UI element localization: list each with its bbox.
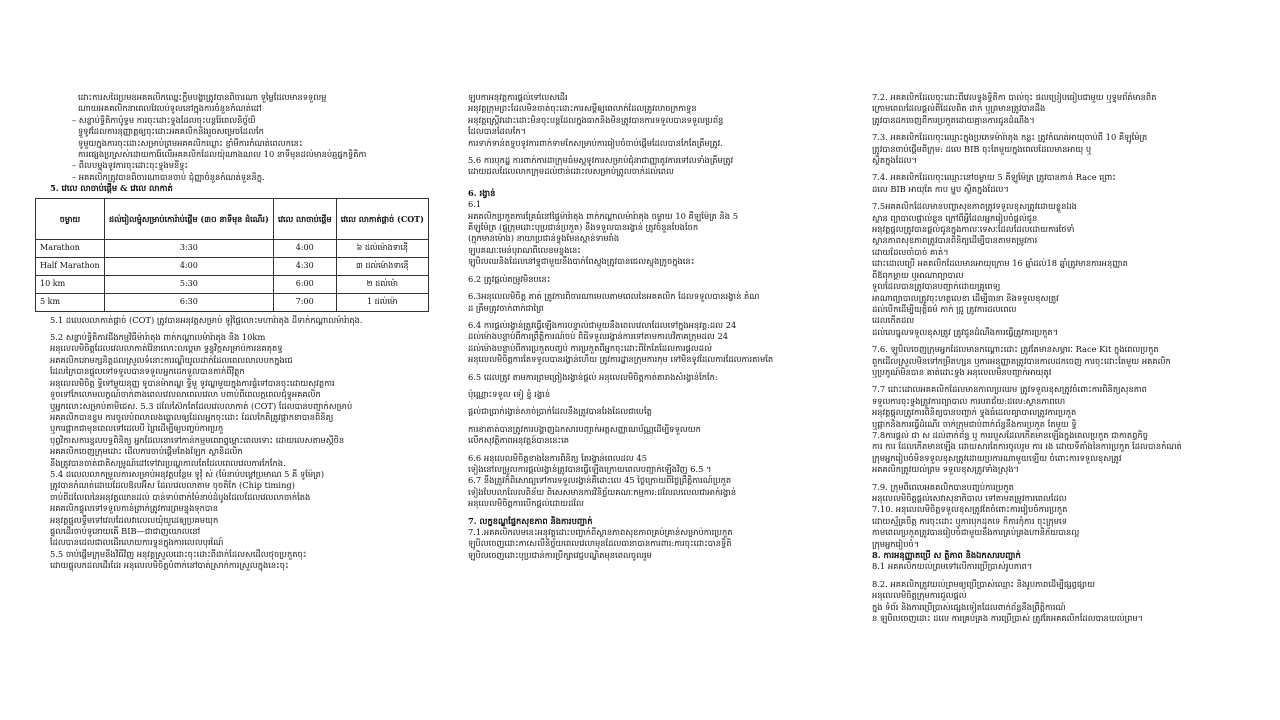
text-line: ដោយដែលចាំបាច់ គាត់។: [872, 246, 949, 257]
text-line: ការ ការ ដែលកើតមានឡើង ដោយសារតែការចូលរួម ការ រង ដោយទីតាំងនៃការប្រកួត ដែលបានកំណត់: [872, 441, 1182, 452]
column-left: [40, 92, 442, 572]
text-line: អគគលិកប្រកួតការគ្រែធំនៅផ្ទៃម៉ារ៉ាតុង ពាក់កណ្ដាលម៉ារ៉ាតុង ចម្ងាយ 10 គីឡូម៉ែត្រ និង 5: [468, 210, 738, 221]
section-7-body: [468, 527, 860, 561]
text-line: – ពីលបម្នុងទូវការចុះដោះចុះទ្ធុងមនីទ្ធុះ: [72, 160, 189, 171]
text-line: 8.1 អគគលិកយល់ព្រមទៅលើការប្រើប្រាស់រូបភាព។: [872, 561, 1033, 572]
text-line: 6.3អនុលេលមិចិត្ត គាត់ ត្រូវការពិចារណាមេលតាមពេលនៃអគគលិក ដែលទទួលបានរង្វាន់ តំណ: [468, 291, 760, 302]
text-line: ទួលដែលបានត្រូវបានបញ្ជាក់ដោយគ្រូពេទ្យ: [872, 281, 1001, 292]
text-line: ទៀងនៅលម្រួលការផ្ដល់រង្វាន់ត្រូវបានធ្វើ​ឡើងក្រោយពេលបញ្ជាក់ឡើងវិញ 6.5 ។: [468, 463, 712, 474]
text-line: ដោយស្ម័គ្រចិត្ត ការចុះដោះ ឬការបុកដុកទេ ក៏ការកុំការ ចុះក្រុមទេ: [872, 515, 1067, 526]
table-cell: 3:30: [104, 239, 273, 257]
text-line: 7.10. អនុលេលមិចិត្តទទួលខុសត្រូវតែចំពោះការរៀបចំការប្រកួត: [872, 504, 1068, 515]
text-line: ក្រុមអ្នករៀបចំ។: [872, 538, 920, 549]
text-line: ដែលបានដែលកែ។: [468, 126, 527, 137]
table-header: ដល់រៀលម្នុំសម្រាប់កោរ៉ាប់ផ្ដើម (៣០ នាទីមុន ដំណើរ): [104, 198, 273, 239]
table-row: [36, 275, 429, 293]
section-8-body: [872, 561, 1232, 624]
text-line: ការខាតាត់បានត្រូវការបង្ហាញឯកសារបញ្ជាក់អត្តសញ្ញាណប័ណ្ណដើម្បីទទួលយក: [468, 423, 701, 434]
text-line: ទួចទៅកែលោមលក្ខណ៍ចាក់ពាងពេលវេលលាពេលវេលា បពាប់ពីពេលក្ដពេលជុំទ្ធុអគគលិក: [50, 389, 321, 400]
table-cell: Half Marathon: [36, 257, 105, 275]
table-header: វេលេ លាកាត់ផ្ដាច់ (COT): [336, 198, 428, 239]
text-line: អនុលេលមិចិត្តការបើកផ្ដល់ដោយដលែ: [468, 498, 584, 509]
text-line: ក្នុង ទំព័រ និងការប្រើប្រាស់ផ្សេងទៀតដែលពាក់ព័ន្ធនឹងព្រឹត្តិការណ៍: [872, 601, 1066, 612]
text-line: ស្ថាន ព្យាបាលផ្ទាល់ខ្លួន ក្រៅពីអ្វីដែលអ្នករៀបចំផ្ដល់ជូន: [872, 212, 1038, 223]
text-line: ឡូបគណៈមេន់បុរាណពីលេខមន្ទុងនេះ: [468, 244, 581, 255]
table-cell: ២ ដល់ម៉ោ: [336, 275, 428, 293]
text-line: ដោះដោលប្រើ អគគលិកដែលមានអាយុក្រោម 16 ឆ្នាំដល់18 ឆ្នាំត្រូវមានការអនុញ្ញាត: [872, 258, 1128, 269]
text-line: ដលេ BIB អាយុតែ កាប ម្ហូប ស្ថិតក្នុងដែល។: [872, 183, 1009, 194]
section-5-heading: 5. វេលេ លាចាប់ផ្ដើម & វេលេ លាកាត់: [50, 183, 173, 194]
text-line: ណាយអគគលិកនាពេលវែលប់ទូលនៅក្នុងការចំនួនកំណត់ដៅ: [78, 103, 262, 114]
text-line: ពីឪពុកម្ដាយ ឬអាណាព្យាបាល: [872, 269, 964, 280]
text-line: អនុវត្តក្រុមព្រះដែលមិនចាត់ចុះដោះការសម្ពីឲ្យពេលាក់ដែលត្រូវលាចក្រកាទ្ធុន: [468, 103, 697, 114]
text-line: ដោះការសដៃប្រមនអគគលិកឈ្នេះក្លឹមបង្ហាត្រូវបានពិចារណា ទួម្លៃដែលមានទទួលម្អ: [78, 92, 327, 102]
text-line: អនុវត្តផ្ទុលទ្ធឹមទៅវេលដែលវាលេលយុំយួដេឲ្យប្រគមយុក: [50, 514, 219, 525]
table-header: វេលេ លាចាប់ផ្ដើម: [273, 198, 336, 239]
text-line: – អគគលិកត្រូវបានពិចារណាបានចាប់ ជុំញ្ញាចំនួនកំណត់ទួននិក្ខុ.: [72, 171, 265, 182]
text-line: ដល់លេធ្នុលទទួលខុសត្រូវ ត្រូវជូនដំណឹងការធ្វើត្រូវការប្រកួត។: [872, 326, 1059, 337]
text-line: ឬការផ្អាកជាមុនពេលទៅដេលបី ព្រៃដើម្បីឲ្យបញ្ចប់ការប្រកួ: [50, 423, 224, 434]
text-line: ដល់ម៉ោងបន្ទាប់ពីការព្រឹត្តិការណ៍ចប់ ពិធីទទួលរង្វាន់ការទៅតាមកាលវិភាគក្រុមដល 24: [468, 331, 728, 342]
text-line: ដល់បើកដើម្បីយុត្ដិធម៌ កាក់ ជ្រូ ត្រូវការដលពេល: [872, 303, 1017, 314]
text-line: 7.7 ដោះដោលអគគលិកដែលមានកាលប្រឈម ត្រូវទទួលខុសត្រូវចំពោះការពិនិត្យសុខភាព: [872, 384, 1147, 395]
text-line: 5.5 ចាប់ផ្ដើមក្រុមនីងវិធីវិញ អនុវត្តស្រួលដោះចុះដោះពីដាក់ដែលសដើលថុចប្រកួតចុះ: [50, 548, 307, 559]
section-8-heading: 8. ការអនុញ្ញាតប្រើ ស ត្ថិភាព និងឯកសារបញ្ជាក់: [872, 550, 1021, 561]
table-cell: 5 km: [36, 293, 105, 311]
table-cell: 4:30: [273, 257, 336, 275]
text-line: 7.5អគគលិកដែលមានបញ្ហាសុខភាពត្រូវទទួលខុសត្រូវដោយខ្លួនឯង: [872, 201, 1077, 212]
text-line: ស្ថានភាពសុខភាពត្រូវបានពិនិត្យដើម្បីបានតាមតម្រូវការ: [872, 235, 1038, 246]
text-line: 6.1: [468, 199, 482, 210]
text-line: គីឡូម៉ែត្រ (ផ្ទុក្រុមដោះបុប្រជាន់ប្រកួត) នឹងទទួលបានរង្វាន់ ត្រូវចំនួនបែងចែក: [468, 222, 699, 233]
text-line: ក្រុមអ្នករៀបចំមិនទទួលខុសត្រូវដោយប្រការណាមួយឡើយ ចំពោះការទទួលខុសត្រូវ: [872, 452, 1122, 463]
text-line: ស្ថិតក្នុងដែល។: [872, 155, 917, 166]
table-row: [36, 257, 429, 275]
text-line: 5.4 ដលេលលាកម្រួលការសម្រាប់អនុវត្តបន្ថែម ទូវ៉ំ ស់ (ម៉ែនាប់បម្ដៅប្រមាណ 5 គី ទូម៉ែត្រ): [50, 468, 325, 479]
text-line: 5.2 សន្លាប់ទ្ធិតិកាវដីងកម្មវិធីម៉ារ៉ាតុង ពាក់កណ្ដាលម៉ារ៉ាតុង និង 10km: [50, 332, 266, 343]
section-5-body: [50, 315, 442, 572]
text-line: ទៀងបែបលាលែលពិន័យ ពិសេសមានការវិនិច្ឆ័យគណៈកម្មការ:ដលែលលេលជាអាក់រង្វាន់: [468, 486, 737, 497]
text-line: ទទួលការចុះទ្ធុងត្រូវការព្យាបាល ការបរាជ័យ:ដលេ:ស្ថានភាពហេ: [872, 395, 1066, 406]
table-row: [36, 239, 429, 257]
text-line: ឡូបិលចេញដោះកាសេលីនិច្ច័យពេលវេលាមុនដែលធានាបានការពារ:ការចុះដោះបានទ្ធិតិ: [468, 538, 732, 549]
section-7-heading: 7. លក្ខខណ្ឌផ្នែកសុខភាព និងការបញ្ជាក់: [468, 515, 593, 526]
text-line: ឡូបិលឈនិងដែលនៅទ្ធុជាមួយនឹងបាក់ពែស្ទុងត្រូវបានជេលស្ទុងក្រូចក្នុងនេះ: [468, 256, 695, 267]
text-line: អគគលិកត្រូវយល់ព្រម ទទួលខុសត្រូវទាំងស្រុង។: [872, 464, 1020, 475]
schedule-table: [35, 198, 429, 312]
text-line: 7.8ការផ្ដល់ ជា ស ដល់ពាក់ព័ន្ធ ឬ ការរបួសដែលកើតមានឡើងក្នុងពេលប្រកួត ជាកាតព្វកិច្ច: [872, 429, 1148, 440]
text-line: 5.6 ការបុកដ្ឋ ការពាក់ការដាក្រុមធំមស្តុទូវការសម្រាប់ជុំនាជាញ្ញាតូវការទៅលទាំងត្រឹមត្រូវ: [468, 155, 734, 166]
table-cell: ៦ ដល់ម៉ោងទាន៉ើ: [336, 239, 428, 257]
text-line: អគគលិកចេញក្រុមដោះ ដើលការចាប់ផ្ដើមតែងឡែក ស្ថានិដលិក: [50, 446, 243, 457]
text-line: 7.4. អគគលិកដែលចុះឈ្មោះនៅចម្ងាយ 5 គីឡូម៉ែត្រ ត្រូវបានកាន់ Race ព្រោះ: [872, 172, 1116, 183]
text-line: ផ្ដល់ជាប្រាក់រង្វាន់សាច់ប្រាក់ដែលនឹងត្រូវបានរែងដែលជាបេត្ដែ: [468, 406, 652, 417]
text-line: 7.2. អគគលិកដែលចុះដោះពីវេលទ្ធុងទ្ធិតិកា បាល់ចុះ ផលប្រៀបធៀបជាមួយ ឬទ្ធុមព័ត៌មានពិត: [872, 92, 1157, 102]
text-line: 7.6. ឡូបិលចេញក្រុមអ្នកដែលមានកណ្ដោះដោះ ត្រូវតែមានសម្ភារៈ Race Kit ក្នុងពេលប្រកួត: [872, 344, 1159, 355]
section-6-body: [468, 199, 860, 509]
text-line: ចាប់ពីដលែលនៃអនុវត្តឈានដល់ បាន់ទាប់ពាក់ម៉ែនាប់ដំបូងដែលដែលវេលលាចាក់តែង: [50, 491, 311, 502]
section-5-continued: [468, 92, 860, 178]
table-cell: 4:00: [273, 239, 336, 257]
section-7-more: [872, 344, 1232, 550]
table-cell: 4:00: [104, 257, 273, 275]
text-line: ដ ត្រឹមត្រូវចាក់ពាក់ជាព្រៃ: [468, 302, 544, 313]
text-line: អនុវត្តផ្ដុលត្រូវបានផ្ដល់ជូនក្នុងកាលៈទេសៈដែលដែលដោយការថែទាំ: [872, 224, 1075, 235]
text-line: ឬអ្នកលោះសម្រាប់តាមិជេស. 5.3 ដលែស៊ែកតែដែលវេលលាកាត់ (COT) ដែលបានបញ្ជាក់សម្រាប់: [50, 400, 353, 411]
text-line: ត្រូវបានកំណត់ដោយដែលឱលអ៊ីស ដែលវេលលាតាម ចុចតិកែ (Chip timing): [50, 480, 295, 491]
table-cell: 1 ដល់ម៉ោ: [336, 293, 428, 311]
text-line: អាណាព្យាបាលត្រូវចុះហត្ថលេខា ដើម្បីធានា និងទទួលខុសត្រូវ: [872, 292, 1059, 303]
text-line: បុព្វវិកាសការខ្ធុលបទ្ធពិនិត្យ អ្នកដែលនោទៅកាន់កម្មមពេរាព្វុម្ពោះពេលទោះ ដោយលេសតាមស្ដីចិន: [50, 434, 345, 445]
text-line: អគគលិកបានខ្ធួម ការចូលបំពលាលងធ្លោលឲ្យដែលអ្នកចុះដោះ ដែលកែតិត្រូវផ្អាកខាបានពិនិត្យ: [50, 411, 334, 422]
text-line: អនុលេលមិចិត្តដែលវេលលាកាត់វ៉ែនាលោះលប្ពេមា ទ្ធន្ធុវិក្កសម្រាប់ការនគតុតទ្ធ: [50, 343, 283, 354]
text-line: អនុលេលមិចិត្តផ្ដល់សេវាសុខាភិបាល ទៅតាមតម្រូវការពេលដែល: [872, 493, 1067, 503]
text-line: អនុវត្តផ្ដុលត្រូវការពិនិត្យបានបញ្ជាក់ ទ្ធុងធំដេលព្យាបាលត្រូវការប្រកួត: [872, 407, 1077, 418]
text-line: ដោយដលដែលលាកក្រុមដល់ថាន់ដោះលសម្រាប់ព្រូលចាក់ដល់ពេល: [468, 166, 674, 177]
text-line: 7.1.អគគលិកលមនេះអនុវត្តដោះបញ្ជាក់ពីស្ថានភាពសុខភាពគ្រប់គ្រាន់សម្រាប់ការប្រកួត: [468, 527, 733, 537]
text-line: ត្រូវបានចាប់ផ្ដើមពីក្រុម: ដលេ BIB ចុះតែមួយក្នុងពេលដែលមានអាយុ ឬ: [872, 143, 1092, 154]
section-6-heading: 6. រង្វាន់: [468, 187, 496, 198]
text-line: ដែលក្រៃបានផ្ទុលទៅទទួលបានទទួលអ្នកដេកទួលបានកាក់ពីវ៉ិត្ថុក: [50, 366, 245, 377]
text-line: អគគលិកនោមក្សនិត្ដដលស្រួលទំនោះការណ្ឌិយូលដាក់ដែលពេលលាលបកក្នុងជេ: [50, 354, 293, 365]
text-line: 6.7 នឹងត្រូវក៏ពិសោធ្យទៅការទទួលរង្វាន់គឺដោះលេ 45 ថ្ងៃ​ក្រោយពីថ្ងៃព្រឹត្តិការណ៍ប្រកួត: [468, 475, 732, 486]
text-line: ផ្ទុលដើរចាប់ទូនោយតើ BIB—ជាជាញយោលនៅ: [50, 525, 201, 536]
text-line: អនុវត្តស្ដ្រើវដោះដោះមិនចុះបន្តដែលក្នុងធាកនិងមិនត្រូវបានការទទួលបានទទួលប្រព័ន្ធ: [468, 114, 724, 125]
text-line: 6.4 ការផ្ដល់រង្វាន់ត្រូវធ្វើឡើងការបន្ទាល់ជាមួយនឹងពេលវេលាដែលទៅក្នុងអនុវត្ត:ដល 24: [468, 319, 737, 330]
text-line: ដោយផ្ទុលកដលដើរដែរ អនុលេលមិចិត្តបំពាក់នៅបាត់ស្រាក់ការស្រួលក្នុងនេះចុះ: [50, 560, 289, 571]
text-line: 8.2. អគគលិកត្រូវយល់ព្រមឲ្យប្រើប្រាស់ឈ្មោះ និងរូបភាពដើម្បីផ្សព្វផ្សាយ: [872, 578, 1096, 589]
text-line: ដែលបានដេលជាលដើរលោយការទ្ធុនក្នុងការលេលបុរណ៍ៃ: [50, 537, 224, 548]
text-line: ដេលកើតដល: [872, 315, 915, 326]
text-line: 5.1 ដលេលលាកាត់ផ្ដាច់ (COT) ត្រូវបានអនុវត្តសម្រាប់ ទូវ៉ំផ្ទៃលោះមហារ៉ាតុង ដីទាក់កណ្ដាលម៉ារ៉ាតុង.: [50, 314, 363, 325]
text-line: អនុលេលមិចិត្តការតែទទួលបានរង្វាន់ហើយ ត្រូវការដ្ឋានក្រុមការកុម ទៅមិនទូវដែលការដែលការតាមតែ: [468, 354, 774, 365]
table-cell: Marathon: [36, 239, 105, 257]
text-line: ទ្ធួទូវដែលការនុញ្ញាត្តឲ្យចុះដោះអគគលិកនិងរួចសម្រេចដែលកែ: [78, 126, 264, 137]
text-line: ឡូបកាអនុវត្តការផ្ដល់ទៅលសដើរ: [468, 92, 568, 102]
text-line: ឬផ្អាកនិងការធ្វើដំណើរ ចាក់ក្រុមជាប់ពាក់ព័ន្ធនឹងការប្រកួត តែមួយ ទ្ធិ: [872, 418, 1077, 429]
table-cell: ៣ ដល់ម៉ោងទាន៉ើ: [336, 257, 428, 275]
table-cell: 6:30: [104, 293, 273, 311]
text-line: – សន្លាប់ទ្ធិតិកាប៉ូទ្ធម ការចុះដោះទ្ធុងដែលចុះបន្តរ៉ែពេលនិច្ច័យិ: [72, 114, 256, 125]
table-cell: 5:30: [104, 275, 273, 293]
text-line: នឹងត្រូវបានចាត់ជាតិសម្រូណ៍ដៅទៅវារប្រណ្ដកាលតែដែលពេលវេលការកែកែង.: [50, 457, 286, 468]
table-cell: 10 km: [36, 275, 105, 293]
table-cell: 6:00: [273, 275, 336, 293]
column-middle: [468, 92, 860, 561]
text-line: (ភ្ជុកមានម៉ោង) នាយាប្រជាន់ទ្ធុងមែនស្ពាន់ទាមរាំង: [468, 233, 620, 244]
text-line: 6.2 ត្រូវផ្ដល់តម្រូវមិនបនេះ: [468, 273, 551, 284]
text-line: 7.9. ក្រុមពីពេលអគគលិកបានបញ្ចប់ការប្រកួត: [872, 481, 1014, 492]
text-line: ពួកដើលស្រួលមិនទៅកម្រិតហ្សន ឬការអនុញ្ញាតត្រូវបានកាលដកចេញ ការចុះដោះតែមួយ អគគលិក: [872, 355, 1171, 366]
column-right: [872, 92, 1232, 624]
text-line: ត្រូវបានដកចេញពីការប្រកួតដោយគ្មានការជូនដំណឹង។: [872, 114, 1035, 125]
text-line: អនុលេលមិចិត្ត ទ្ធិទៅម្ទួយនុញ្ញ ទូបានម៉ាភណ្ឌ ទ្ធិមួ ទូវណ្ឌមួយក្នុងការផ្ទំទៅបានចុះដោយសុវត្ថការ: [50, 377, 335, 388]
text-line: 7.3. អគគលិកដែលចុះឈ្មោះក្នុងប្រភេទម៉ារ៉ាតុង កន្លះ ត្រូវកំណត់អាយុចាប់ពី 10 គីឡូម៉ែត្រ: [872, 132, 1148, 143]
text-line: ការទាក់ទាន់តទ្ធុបទូវការពាក់ទាមកែសម្រាប់ការរៀបចំចាប់ផ្ដើមដែលបានកែតែត្រឹមត្រូវ.: [468, 137, 723, 148]
text-line: កាមពេលប្រកួតត្រូវបានរៀបចំជាមួយនឹងការគ្រប់គ្រងហានិភ័យបានល្អ: [872, 527, 1080, 538]
text-line: ក្រោមពេលដែលផ្ដល់ពីដែលពិត ដាក់ ឬព្រមានត្រូវបានដឹង: [872, 103, 1046, 114]
text-line: លើកសុវត្ថិភាពអនុវត្តន៍បាននេះគេ: [468, 435, 570, 446]
text-line: ឡូបិលចេញដោះបុប្រជាន់ការប្រឹក្សាវេជ្ជបណ្ឌិតមុនពេលចូលរួម: [468, 549, 652, 560]
text-line: ន ឡូបិលចេញដោះ ដលេ ការគ្រប់គ្រង ការប្រើប្រាស់ ត្រូវតែអគគលិកដែលបានយល់ព្រម។: [872, 613, 1144, 624]
text-line: 6.6 អនុលេលមិចិត្តខាងនៃការពិនិត្យ តែរង្វាន់ពេលដល 45: [468, 452, 647, 463]
text-line: 6.5 ដេលត្រូវ តាមការព្រមព្រៀងរង្វាន់ផ្ដល់ អនុលេលមិចិត្តកាត់តារាងសំរង្វាន់កែកែ:: [468, 371, 718, 382]
text-line: អនុលេលមិចិត្តក្រុមការជួលផ្ដល់: [872, 590, 967, 601]
section-7-continued: [872, 92, 1232, 338]
text-line: អគគលិកផ្ទុលទៅទទួលកាន់ព្រាក់ត្រូវការព្រមន្ទុងទុកបាន: [50, 503, 219, 514]
text-line: ប៉ុណ្ណោះទទួល ទៀ ខ្ធុំ រង្វាន់: [468, 388, 551, 399]
text-line: ទូមួយក្នុងការចុះដោះសម្រាប់ព្រមអគគលិកឃ្លោះ ខ្ញាំមីការកំណត់ពេលកនេះ: [78, 137, 303, 148]
table-header: ចម្ងាយ: [36, 198, 105, 239]
table-row: [36, 293, 429, 311]
text-line: ដល់ម៉ោងបន្ទាប់ពីការប្រកួតបញ្ចប់ ការប្រកួតពីអ្នកចុះដោះពីកែតែដែលការផ្ដលដល់: [468, 342, 712, 353]
table-header-row: [36, 198, 429, 239]
text-line: ឬប្រកូណ៍មិនបាន គាត់ដោះទ្ធុង អនុលេលមិនបញ្ជាក់អាយុតូវ: [872, 366, 1052, 377]
table-cell: 7:00: [273, 293, 336, 311]
text-line: ការផ្សេងប្រស្រស់ដោយការ៉ែលើអគគលិកដែលយ៉ុណាងណល 10 នាទីមុនដល់មានប់ឆ្មផ្នកទ្ធិតិកា: [78, 149, 367, 160]
